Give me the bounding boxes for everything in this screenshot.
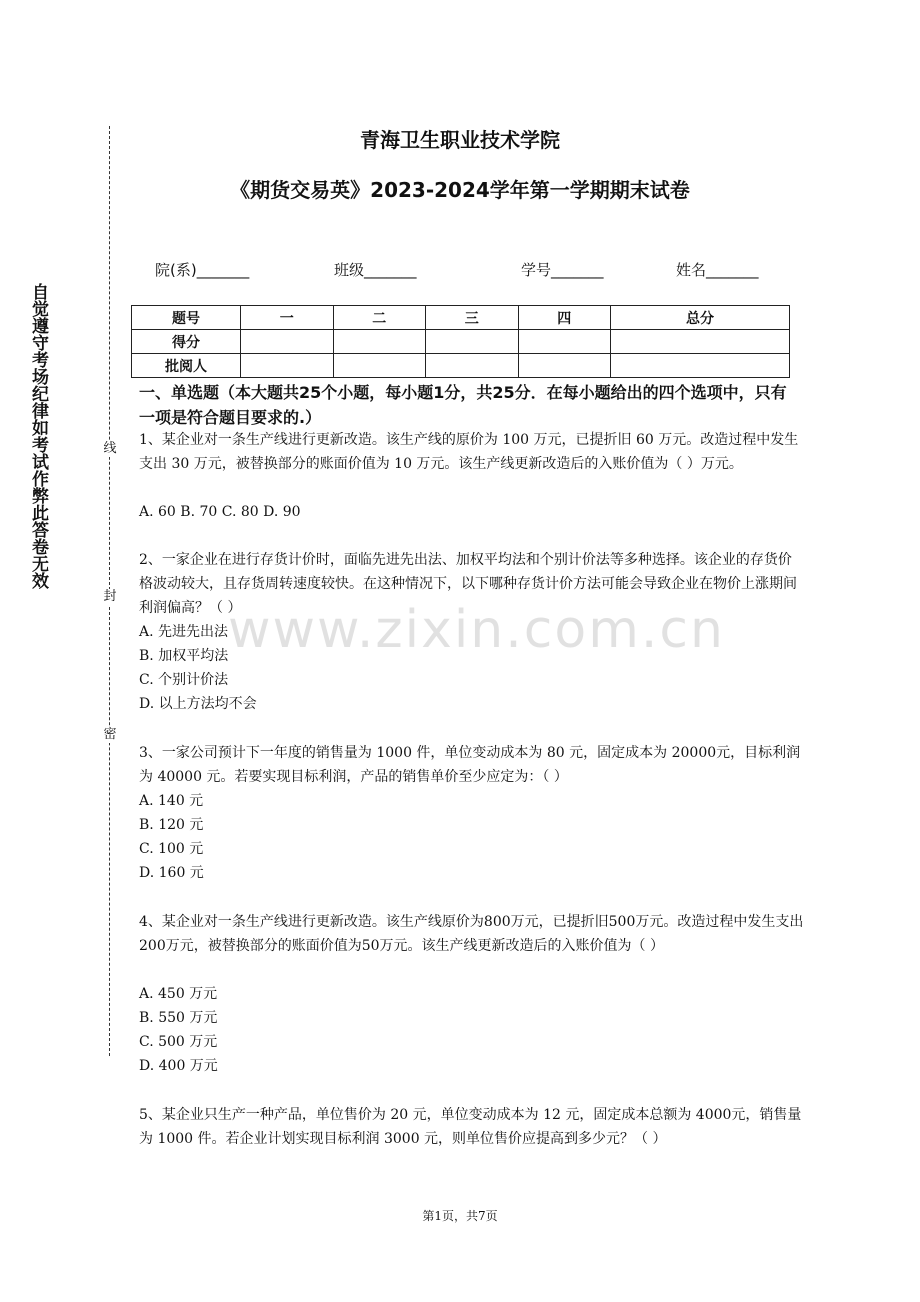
question-2-option-c: C. 个别计价法 [139,672,229,688]
binding-char-secret: 密 [101,727,119,743]
question-stem-4: 4、某企业对一条生产线进行更新改造。该生产线原价为800万元，已提折旧500万元。改造过程中发生支出200万元，被替换部分的账面价值为50万元。该生产线更新改造后的入账价值为（ ） [139,914,804,954]
question-4-option-b: B. 550 万元 [139,1010,218,1026]
score-cell [426,330,519,354]
binding-char-line: 线 [101,441,119,457]
page-footer: 第1页，共7页 [422,1209,498,1223]
score-header-cell: 一 [241,306,334,330]
question-2-option-a: A. 先进先出法 [139,624,229,640]
score-cell [333,330,426,354]
dept-field: 院(系)_______ [155,261,250,279]
score-table [131,305,790,378]
score-header-cell: 题号 [132,306,241,330]
score-row [132,330,790,354]
score-cell [518,330,611,354]
reviewer-cell [241,354,334,378]
score-table-header-row [132,306,790,330]
question-stem-5: 5、某企业只生产一种产品，单位售价为 20 元，单位变动成本为 12 元，固定成本总额为 4000元，销售量为 1000 件。若企业计划实现目标利润 3000 元，则单位售价应提高到多少元？（ ） [139,1107,802,1147]
question-4-option-d: D. 400 万元 [139,1058,218,1074]
score-header-cell: 三 [426,306,519,330]
reviewer-cell [426,354,519,378]
side-notice: 自觉遵守考场纪律如考试作弊此答卷无效 [28,283,48,589]
score-row-label: 得分 [132,330,241,354]
question-4-option-a: A. 450 万元 [139,986,218,1002]
section-heading: 一、单选题（本大题共25个小题，每小题1分，共25分．在每小题给出的四个选项中，只有一项是符合题目要求的.） [139,383,787,427]
score-cell [611,330,790,354]
question-2-option-d: D. 以上方法均不会 [139,696,257,712]
exam-title: 《期货交易英》2023-2024学年第一学期期末试卷 [230,178,690,202]
score-cell [241,330,334,354]
question-stem-2: 2、一家企业在进行存货计价时，面临先进先出法、加权平均法和个别计价法等多种选择。该企业的存货价格波动较大，且存货周转速度较快。在这种情况下，以下哪种存货计价方法可能会导致企业在物价上涨期间利润偏高？（ ） [139,552,797,616]
question-3-option-b: B. 120 元 [139,817,204,833]
question-4-option-c: C. 500 万元 [139,1034,218,1050]
question-1-options: A. 60 B. 70 C. 80 D. 90 [139,504,301,520]
question-3-option-d: D. 160 元 [139,865,204,881]
school-title: 青海卫生职业技术学院 [360,128,560,152]
reviewer-cell [333,354,426,378]
question-3-option-c: C. 100 元 [139,841,204,857]
binding-char-seal: 封 [101,589,119,605]
score-header-cell: 四 [518,306,611,330]
class-field: 班级_______ [334,261,417,279]
question-3-option-a: A. 140 元 [139,793,204,809]
score-header-cell: 二 [333,306,426,330]
student-id-field: 学号_______ [521,261,604,279]
question-stem-3: 3、一家公司预计下一年度的销售量为 1000 件，单位变动成本为 80 元，固定成本为 20000元，目标利润为 40000 元。若要实现目标利润，产品的销售单价至少应定为：（ ） [139,745,801,785]
question-stem-1: 1、某企业对一条生产线进行更新改造。该生产线的原价为 100 万元，已提折旧 60 万元。改造过程中发生支出 30 万元，被替换部分的账面价值为 10 万元。该生产线更新改造后的入账价值为（ ）万元。 [139,432,799,472]
score-header-cell: 总分 [611,306,790,330]
reviewer-cell [518,354,611,378]
reviewer-row [132,354,790,378]
watermark: www.zixin.com.cn [228,600,725,660]
name-field: 姓名_______ [676,261,759,279]
question-2-option-b: B. 加权平均法 [139,648,229,664]
reviewer-row-label: 批阅人 [132,354,241,378]
reviewer-cell [611,354,790,378]
